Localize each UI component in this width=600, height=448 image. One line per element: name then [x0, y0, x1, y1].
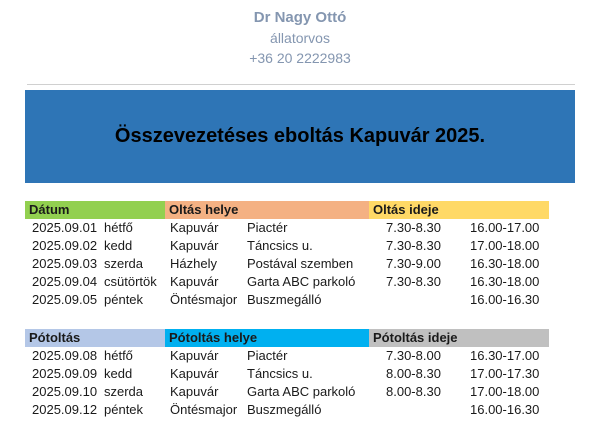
doctor-header	[0, 8, 600, 68]
place-cell: Piactér	[247, 348, 288, 363]
day-cell: péntek	[104, 292, 144, 307]
revaccination-table	[25, 329, 585, 419]
place-cell: Táncsics u.	[247, 366, 313, 381]
morning-time-cell: 7.30-8.30	[386, 220, 441, 235]
date-cell: 2025.09.05	[32, 292, 98, 307]
afternoon-time-cell: 16.00-17.00	[470, 220, 540, 235]
morning-time-cell: 8.00-8.30	[386, 384, 441, 399]
date-cell: 2025.09.10	[32, 384, 98, 399]
table-row	[25, 365, 585, 383]
title-banner	[25, 90, 575, 183]
place-cell: Piactér	[247, 220, 288, 235]
morning-time-cell: 7.30-8.30	[386, 274, 441, 289]
morning-time-cell: 7.30-9.00	[386, 256, 441, 271]
day-cell: hétfő	[104, 348, 133, 363]
afternoon-time-cell: 17.00-17.30	[470, 366, 540, 381]
afternoon-time-cell: 16.30-18.00	[470, 256, 540, 271]
table-row	[25, 401, 585, 419]
day-cell: péntek	[104, 402, 144, 417]
place-cell: Táncsics u.	[247, 238, 313, 253]
table-row	[25, 273, 585, 291]
afternoon-time-cell: 17.00-18.00	[470, 384, 540, 399]
table-row	[25, 347, 585, 365]
day-cell: kedd	[104, 238, 133, 253]
town-cell: Kapuvár	[170, 274, 219, 289]
town-cell: Kapuvár	[170, 238, 219, 253]
afternoon-time-cell: 16.30-18.00	[470, 274, 540, 289]
place-header: Pótoltás helye	[165, 329, 369, 347]
town-cell: Kapuvár	[170, 366, 219, 381]
table-row	[25, 255, 585, 273]
time-header: Oltás ideje	[369, 201, 549, 219]
date-header: Pótoltás	[25, 329, 165, 347]
afternoon-time-cell: 16.00-16.30	[470, 292, 540, 307]
table-header	[25, 329, 585, 347]
place-cell: Garta ABC parkoló	[247, 384, 356, 399]
date-cell: 2025.09.12	[32, 402, 98, 417]
town-cell: Öntésmajor	[170, 292, 238, 307]
date-cell: 2025.09.03	[32, 256, 98, 271]
town-cell: Kapuvár	[170, 348, 219, 363]
doctor-name: Dr Nagy Ottó	[253, 9, 347, 26]
morning-time-cell: 8.00-8.30	[386, 366, 441, 381]
date-cell: 2025.09.09	[32, 366, 98, 381]
day-cell: szerda	[104, 384, 144, 399]
place-cell: Garta ABC parkoló	[247, 274, 356, 289]
day-cell: szerda	[104, 256, 144, 271]
header-divider	[27, 84, 575, 85]
table-body	[25, 219, 585, 309]
town-cell: Kapuvár	[170, 220, 219, 235]
town-cell: Házhely	[170, 256, 217, 271]
place-cell: Buszmegálló	[247, 402, 322, 417]
morning-time-cell: 7.30-8.00	[386, 348, 441, 363]
table-row	[25, 237, 585, 255]
afternoon-time-cell: 17.00-18.00	[470, 238, 540, 253]
table-row	[25, 383, 585, 401]
date-cell: 2025.09.02	[32, 238, 98, 253]
afternoon-time-cell: 16.30-17.00	[470, 348, 540, 363]
town-cell: Öntésmajor	[170, 402, 238, 417]
date-header: Dátum	[25, 201, 165, 219]
day-cell: kedd	[104, 366, 133, 381]
table-header	[25, 201, 585, 219]
table-row	[25, 291, 585, 309]
town-cell: Kapuvár	[170, 384, 219, 399]
time-header: Pótoltás ideje	[369, 329, 549, 347]
place-header: Oltás helye	[165, 201, 369, 219]
day-cell: hétfő	[104, 220, 133, 235]
place-cell: Buszmegálló	[247, 292, 322, 307]
date-cell: 2025.09.01	[32, 220, 98, 235]
date-cell: 2025.09.08	[32, 348, 98, 363]
place-cell: Postával szemben	[247, 256, 354, 271]
afternoon-time-cell: 16.00-16.30	[470, 402, 540, 417]
table-row	[25, 219, 585, 237]
day-cell: csütörtök	[104, 274, 157, 289]
banner-title: Összevezetéses eboltás Kapuvár 2025.	[114, 125, 486, 147]
date-cell: 2025.09.04	[32, 274, 98, 289]
table-body	[25, 347, 585, 419]
doctor-phone: +36 20 2222983	[249, 50, 351, 66]
doctor-title: állatorvos	[270, 30, 330, 46]
vaccination-table	[25, 201, 585, 309]
morning-time-cell: 7.30-8.30	[386, 238, 441, 253]
